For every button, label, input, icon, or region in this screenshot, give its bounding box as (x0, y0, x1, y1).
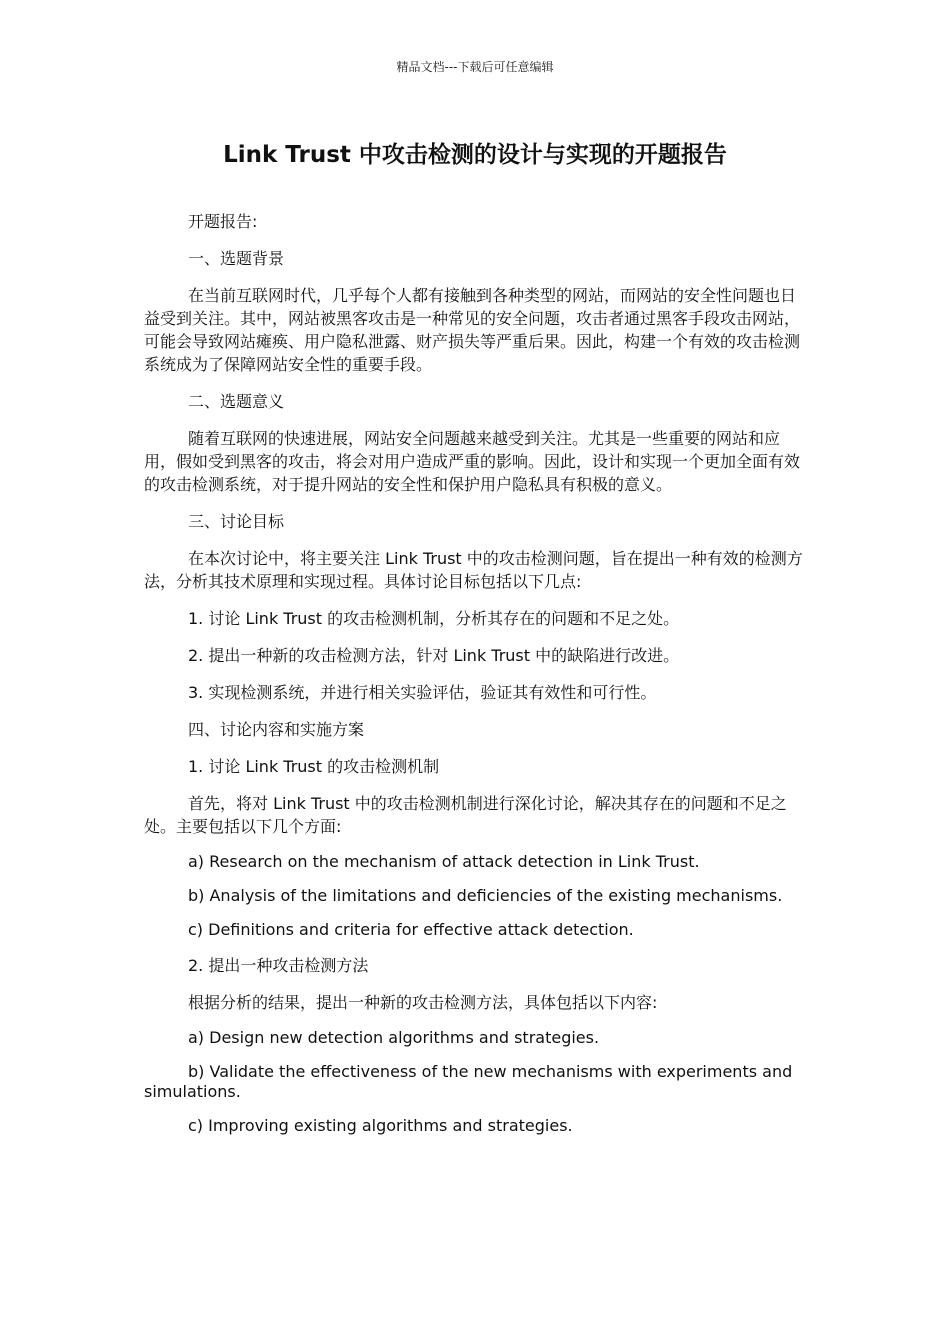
goal-item-1: 1. 讨论 Link Trust 的攻击检测机制，分析其存在的问题和不足之处。 (188, 609, 680, 628)
subheading-mechanism: 1. 讨论 Link Trust 的攻击检测机制 (188, 757, 440, 776)
document-body (144, 210, 806, 1150)
goal-item-2: 2. 提出一种新的攻击检测方法，针对 Link Trust 中的缺陷进行改进。 (188, 646, 680, 665)
section-heading-content-plan: 四、讨论内容和实施方案 (188, 720, 365, 739)
document-title: Link Trust 中攻击检测的设计与实现的开题报告 (223, 142, 727, 168)
paragraph-goals: 在本次讨论中，将主要关注 Link Trust 中的攻击检测问题，旨在提出一种有效的检测方法，分析其技术原理和实现过程。具体讨论目标包括以下几点: (144, 549, 803, 591)
header-note: 精品文档---下载后可任意编辑 (396, 60, 554, 74)
paragraph-significance: 随着互联网的快速进展，网站安全问题越来越受到关注。尤其是一些重要的网站和应用，假如受到黑客的攻击，将会对用户造成严重的影响。因此，设计和实现一个更加全面有效的攻击检测系统，对于提升网站的安全性和保护用户隐私具有积极的意义。 (144, 429, 801, 494)
list-item-mechanism-c: c) Definitions and criteria for effective attack detection. (188, 920, 634, 939)
paragraph-method: 根据分析的结果，提出一种新的攻击检测方法，具体包括以下内容: (188, 993, 658, 1012)
list-item-mechanism-b: b) Analysis of the limitations and deficiencies of the existing mechanisms. (188, 886, 783, 905)
paragraph-intro-label: 开题报告: (188, 212, 258, 231)
subheading-method: 2. 提出一种攻击检测方法 (188, 956, 369, 975)
paragraph-background: 在当前互联网时代，几乎每个人都有接触到各种类型的网站，而网站的安全性问题也日益受到关注。其中，网站被黑客攻击是一种常见的安全问题，攻击者通过黑客手段攻击网站，可能会导致网站瘫痪、用户隐私泄露、财产损失等严重后果。因此，构建一个有效的攻击检测系统成为了保障网站安全性的重要手段。 (144, 286, 801, 374)
list-item-method-c: c) Improving existing algorithms and strategies. (188, 1116, 573, 1135)
paragraph-mechanism: 首先，将对 Link Trust 中的攻击检测机制进行深化讨论，解决其存在的问题和不足之处。主要包括以下几个方面: (144, 794, 787, 836)
list-item-mechanism-a: a) Research on the mechanism of attack detection in Link Trust. (188, 852, 700, 871)
list-item-method-a: a) Design new detection algorithms and strategies. (188, 1028, 600, 1047)
section-heading-background: 一、选题背景 (188, 249, 285, 268)
section-heading-goals: 三、讨论目标 (188, 512, 285, 531)
list-item-method-b: b) Validate the effectiveness of the new mechanisms with experiments and simulations. (144, 1062, 793, 1101)
section-heading-significance: 二、选题意义 (188, 392, 285, 411)
goal-item-3: 3. 实现检测系统，并进行相关实验评估，验证其有效性和可行性。 (188, 683, 657, 702)
